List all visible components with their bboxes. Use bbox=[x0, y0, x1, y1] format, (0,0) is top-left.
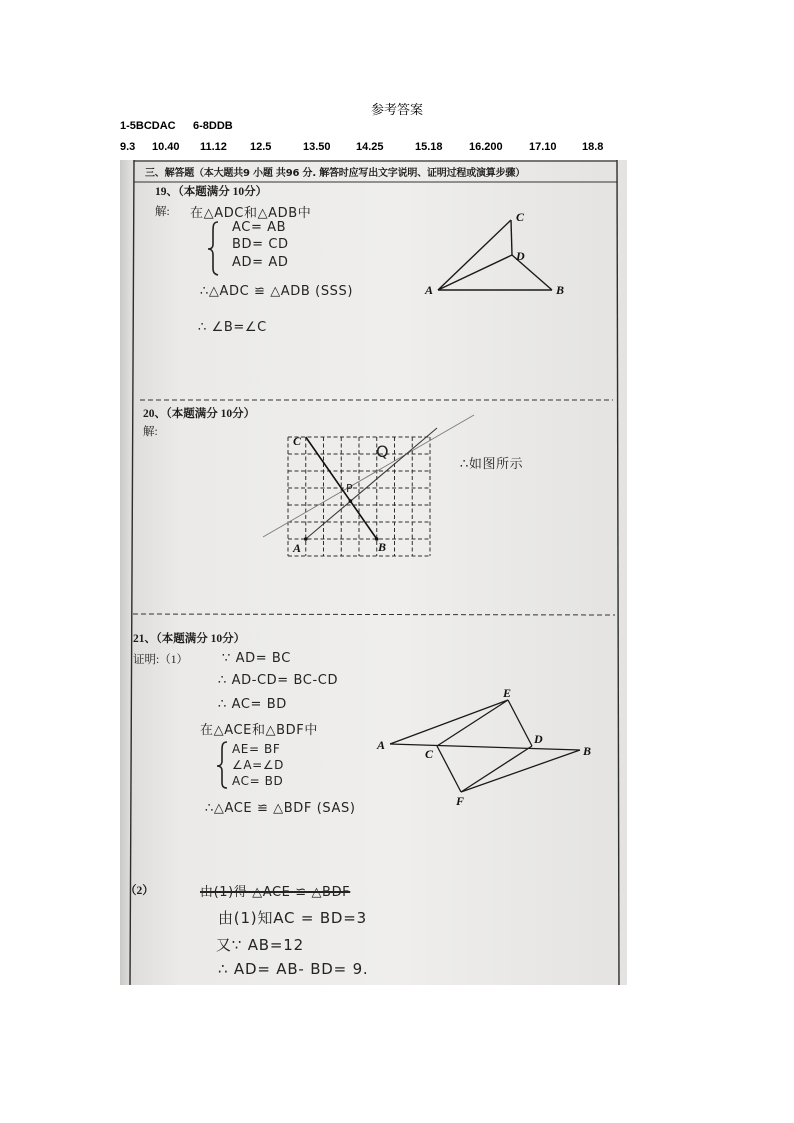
separator-20-21 bbox=[133, 614, 615, 615]
q19-conclusion-angle: ∴ ∠B=∠C bbox=[198, 320, 267, 335]
fill-answer-10: 10.40 bbox=[152, 141, 180, 153]
q21-segment-ed bbox=[508, 700, 532, 746]
q19-condition-1: AC= AB bbox=[232, 220, 287, 235]
q20-label-p: P bbox=[346, 482, 353, 495]
q19-segment-ad bbox=[438, 255, 512, 290]
q21-label-b: B bbox=[583, 744, 592, 758]
q20-heading: 20、（本题满分 10分） bbox=[143, 408, 256, 420]
page-title: 参考答案 bbox=[370, 103, 423, 118]
q20-point-p bbox=[349, 499, 353, 503]
q21-figure bbox=[390, 700, 580, 792]
q21-part2-line-1: 由(1)知AC = BD=3 bbox=[218, 909, 367, 927]
q19-heading: 19、（本题满分 10分） bbox=[155, 186, 268, 198]
q20-label-q: Q bbox=[376, 442, 389, 461]
q19-solution-label: 解: bbox=[155, 206, 170, 218]
q19-brace bbox=[208, 222, 218, 275]
q21-heading: 21、（本题满分 10分） bbox=[133, 633, 246, 645]
q20-grid bbox=[288, 437, 430, 556]
q21-part2-label: （2） bbox=[125, 885, 154, 897]
fill-answer-13: 13.50 bbox=[303, 141, 331, 153]
q19-condition-3: AD= AD bbox=[232, 255, 289, 270]
q21-step-2: ∴ AD-CD= BC-CD bbox=[218, 673, 339, 688]
q21-condition-1: AE= BF bbox=[232, 742, 281, 756]
q21-condition-2: ∠A=∠D bbox=[232, 758, 285, 772]
fill-answer-14: 14.25 bbox=[356, 141, 384, 153]
fill-answer-16: 16.200 bbox=[469, 141, 503, 153]
fill-answer-17: 17.10 bbox=[529, 141, 557, 153]
section-header: 三、解答题（本大题共9 小题 共96 分. 解答时应写出文字说明、证明过程或演算步骤） bbox=[145, 168, 525, 179]
q19-label-c: C bbox=[516, 210, 525, 224]
fill-answer-11: 11.12 bbox=[200, 141, 227, 153]
q21-condition-3: AC= BD bbox=[232, 774, 284, 788]
q19-figure bbox=[438, 220, 552, 290]
q19-segment-ac bbox=[438, 220, 511, 290]
q21-proof-label: 证明:（1） bbox=[133, 654, 188, 666]
q21-label-a: A bbox=[377, 738, 386, 752]
answer-sheet-drawing bbox=[120, 160, 627, 985]
q19-label-a: A bbox=[425, 283, 434, 297]
q21-intro: 在△ACE和△BDF中 bbox=[200, 723, 318, 738]
q21-label-e: E bbox=[503, 686, 512, 700]
q20-label-a: A bbox=[293, 541, 302, 555]
q19-intro: 在△ADC和△ADB中 bbox=[190, 206, 312, 221]
q21-step-1: ∵ AD= BC bbox=[222, 651, 291, 666]
fill-answer-15: 15.18 bbox=[415, 141, 443, 153]
q20-solution-label: 解: bbox=[143, 426, 158, 438]
q20-label-b: B bbox=[378, 540, 387, 554]
q20-line-through-a bbox=[306, 428, 437, 539]
q21-label-c: C bbox=[425, 747, 434, 761]
q20-label-c: C bbox=[293, 434, 302, 448]
q21-part2-struck-line: 由(1)得 △ACE ≌ △BDF bbox=[200, 885, 351, 900]
q21-segment-ae bbox=[390, 700, 508, 744]
q21-step-3: ∴ AC= BD bbox=[218, 697, 287, 712]
q21-segment-cf bbox=[437, 746, 461, 792]
q21-part2-line-3: ∴ AD= AB- BD= 9. bbox=[218, 960, 369, 978]
q21-segment-ab bbox=[390, 744, 580, 750]
q20-point-a bbox=[304, 537, 308, 541]
fill-answer-9: 9.3 bbox=[120, 141, 136, 153]
q19-label-d: D bbox=[516, 249, 525, 263]
q21-label-d: D bbox=[534, 732, 543, 746]
choice-answers-6-8: 6-8DDB bbox=[193, 120, 233, 132]
q21-conclusion: ∴△ACE ≌ △BDF (SAS) bbox=[205, 801, 356, 816]
answer-sheet-photo bbox=[120, 160, 627, 985]
fill-answer-18: 18.8 bbox=[582, 141, 604, 153]
q19-conclusion-congruence: ∴△ADC ≌ △ADB (SSS) bbox=[200, 284, 354, 299]
fill-answer-12: 12.5 bbox=[250, 141, 272, 153]
q19-condition-2: BD= CD bbox=[232, 237, 289, 252]
sheet-left-border bbox=[130, 160, 134, 985]
q19-label-b: B bbox=[556, 283, 565, 297]
q21-segment-fb bbox=[461, 750, 580, 792]
sheet-right-border bbox=[617, 160, 619, 985]
q21-segment-df bbox=[461, 746, 532, 792]
q21-part2-line-2: 又∵ AB=12 bbox=[216, 936, 304, 954]
q21-brace bbox=[217, 742, 227, 788]
q21-label-f: F bbox=[456, 794, 465, 808]
q19-segment-cd bbox=[511, 220, 512, 255]
choice-answers-1-5: 1-5BCDAC bbox=[120, 120, 176, 132]
q20-note: ∴如图所示 bbox=[460, 457, 524, 472]
